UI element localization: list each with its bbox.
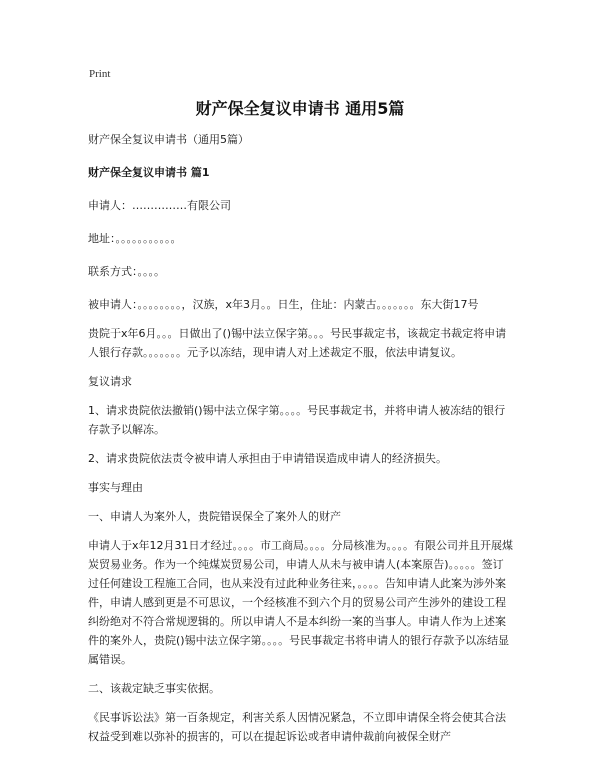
requests-heading: 复议请求 bbox=[88, 375, 132, 388]
document-title: 财产保全复议申请书 通用5篇 bbox=[195, 99, 405, 118]
request-1: 1、请求贵院依法撤销()锡中法立保字第。。。。号民事裁定书，并将申请人被冻结的银行存款予以解冻。 bbox=[88, 404, 506, 436]
section-heading: 财产保全复议申请书 篇1 bbox=[88, 166, 210, 179]
document-subtitle: 财产保全复议申请书（通用5篇） bbox=[88, 133, 249, 146]
applicant-line: 申请人：……………有限公司 bbox=[88, 199, 231, 212]
request-2: 2、请求贵院依法责令被申请人承担由于申请错误造成申请人的经济损失。 bbox=[88, 452, 447, 465]
contact-line: 联系方式：。。。。 bbox=[88, 265, 165, 278]
facts-heading: 事实与理由 bbox=[88, 481, 143, 494]
reason-1-heading: 一、申请人为案外人，贵院错误保全了案外人的财产 bbox=[88, 510, 341, 523]
print-label: Print bbox=[89, 68, 111, 80]
ruling-paragraph: 贵院于x年6月。。。日做出了()锡中法立保字第。。。号民事裁定书，该裁定书裁定将申请人银行存款。。。。。。。元予以冻结，现申请人对上述裁定不服，依法申请复议。 bbox=[88, 327, 507, 359]
reason-1-paragraph: 申请人于x年12月31日才经过。。。。市工商局。。。。分局核准为。。。。有限公司并且开展煤炭贸易业务。作为一个纯煤炭贸易公司，申请人从未与被申请人(本案原告)。。。。。签订过任何建设工程施工合同，也从来没有过此种业务往来，。。。。告知申请人此案为涉外案件，申请人感到更是不可思议，一个经核准不到六个月的贸易公司产生涉外的建设工程纠纷绝对不符合常规逻辑的。所以申请人不是本纠纷一案的当事人。申请人作为上述案件的案外人，贵院()锡中法立保字第。。。。号民事裁定书将申请人的银行存款予以冻结显属错误。 bbox=[88, 539, 514, 666]
law-citation-paragraph: 《民事诉讼法》第一百条规定，利害关系人因情况紧急，不立即申请保全将会使其合法权益受到难以弥补的损害的，可以在提起诉讼或者申请仲裁前向被保全财产 bbox=[88, 711, 506, 743]
document-body bbox=[88, 130, 514, 756]
reason-2-heading: 二、该裁定缺乏事实依据。 bbox=[88, 682, 220, 695]
respondent-paragraph: 被申请人：。。。。。。。。，汉族，x年3月。。日生，住址：内蒙古。。。。。。。东大街17号 bbox=[88, 298, 479, 311]
address-line: 地址：。。。。。。。。。。。 bbox=[88, 232, 182, 245]
